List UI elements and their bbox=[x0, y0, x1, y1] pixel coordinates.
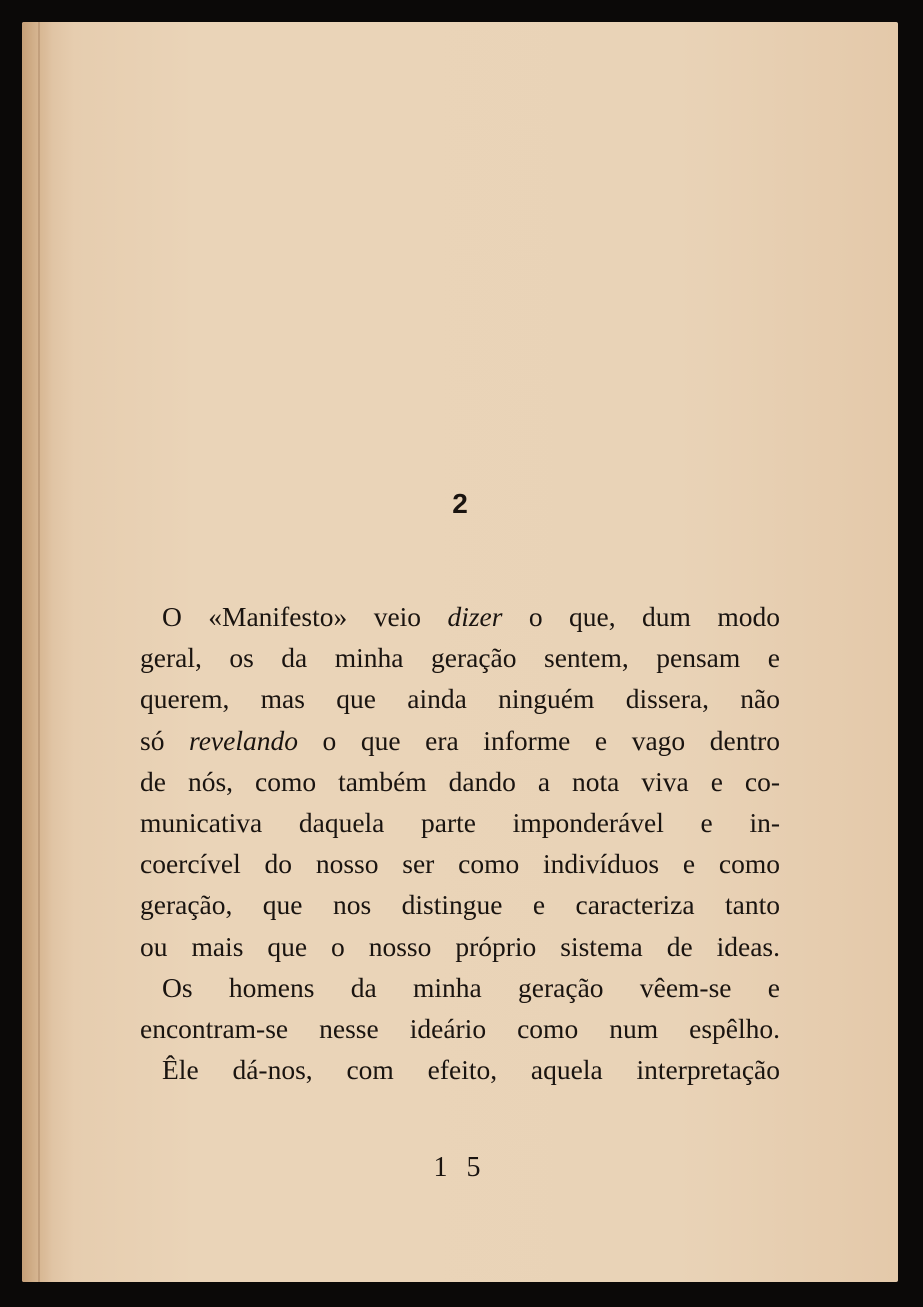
text-line-4: só revelando o que era informe e vago dentro bbox=[140, 724, 780, 756]
text-line-3: querem, mas que ainda ninguém dissera, não bbox=[140, 683, 780, 715]
text-line-1: O «Manifesto» veio dizer o que, dum modo bbox=[162, 601, 780, 632]
section-number: 2 bbox=[452, 488, 468, 519]
text-line-5: de nós, como também dando a nota viva e co- bbox=[140, 765, 780, 797]
text-line-7: coercível do nosso ser como indivíduos e como bbox=[140, 848, 780, 880]
text-line-9: ou mais que o nosso próprio sistema de ideas. bbox=[140, 930, 780, 962]
book-page bbox=[22, 22, 898, 1282]
body-paragraphs bbox=[140, 596, 780, 1090]
text-line-11: encontram-se nesse ideário como num espêlho. bbox=[140, 1013, 780, 1045]
text-line-12: Êle dá-nos, com efeito, aquela interpretação bbox=[162, 1054, 780, 1086]
page-gutter-shadow bbox=[22, 22, 52, 1282]
text-line-10: Os homens da minha geração vêem-se e bbox=[162, 971, 780, 1003]
text-line-6: municativa daquela parte imponderável e in- bbox=[140, 807, 780, 839]
page-number: 1 5 bbox=[433, 1152, 487, 1183]
text-line-8: geração, que nos distingue e caracteriza tanto bbox=[140, 889, 780, 921]
text-line-2: geral, os da minha geração sentem, pensam e bbox=[140, 642, 780, 674]
gutter-fold-line bbox=[38, 22, 40, 1282]
